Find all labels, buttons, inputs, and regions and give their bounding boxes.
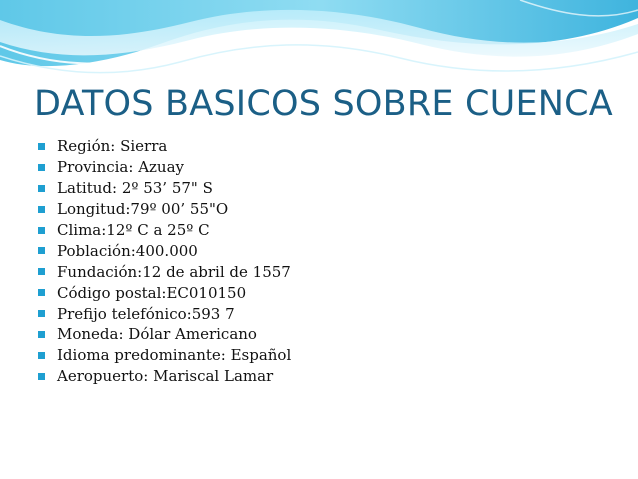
bullet-square-icon — [38, 143, 45, 150]
bullet-square-icon — [38, 185, 45, 192]
bullet-square-icon — [38, 206, 45, 213]
bullet-text: Moneda: Dólar Americano — [57, 325, 257, 344]
bullet-square-icon — [38, 247, 45, 254]
bullet-item-poblacion — [38, 240, 291, 261]
bullet-square-icon — [38, 227, 45, 234]
bullet-item-clima — [38, 220, 291, 241]
bullet-text: Provincia: Azuay — [57, 158, 185, 177]
bullet-text: Prefijo telefónico:593 7 — [57, 304, 235, 323]
bullet-item-provincia — [38, 157, 291, 178]
bullet-item-latitud — [38, 178, 291, 199]
bullet-square-icon — [38, 331, 45, 338]
bullet-text: Latitud: 2º 53’ 57" S — [57, 179, 213, 198]
bullet-item-longitud — [38, 199, 291, 220]
slide-title: DATOS BASICOS SOBRE CUENCA — [34, 84, 613, 124]
bullet-item-moneda — [38, 324, 291, 345]
bullet-item-fundacion — [38, 261, 291, 282]
bullet-square-icon — [38, 164, 45, 171]
bullet-square-icon — [38, 352, 45, 359]
bullet-text: Código postal:EC010150 — [57, 283, 247, 302]
bullet-text: Población:400.000 — [57, 241, 198, 260]
bullet-square-icon — [38, 268, 45, 275]
bullet-square-icon — [38, 373, 45, 380]
bullet-list — [38, 136, 291, 387]
bullet-item-region — [38, 136, 291, 157]
bullet-text: Fundación:12 de abril de 1557 — [57, 262, 291, 281]
bullet-text: Longitud:79º 00’ 55"O — [57, 200, 229, 219]
bullet-text: Idioma predominante: Español — [57, 346, 292, 365]
bullet-text: Aeropuerto: Mariscal Lamar — [57, 367, 274, 386]
bullet-item-codigo-postal — [38, 282, 291, 303]
bullet-text: Región: Sierra — [57, 137, 168, 156]
bullet-square-icon — [38, 289, 45, 296]
bullet-text: Clima:12º C a 25º C — [57, 221, 210, 239]
bullet-item-aeropuerto — [38, 366, 291, 387]
header-wave-decoration — [0, 0, 638, 90]
bullet-item-idioma — [38, 345, 291, 366]
bullet-square-icon — [38, 310, 45, 317]
bullet-item-prefijo — [38, 303, 291, 324]
